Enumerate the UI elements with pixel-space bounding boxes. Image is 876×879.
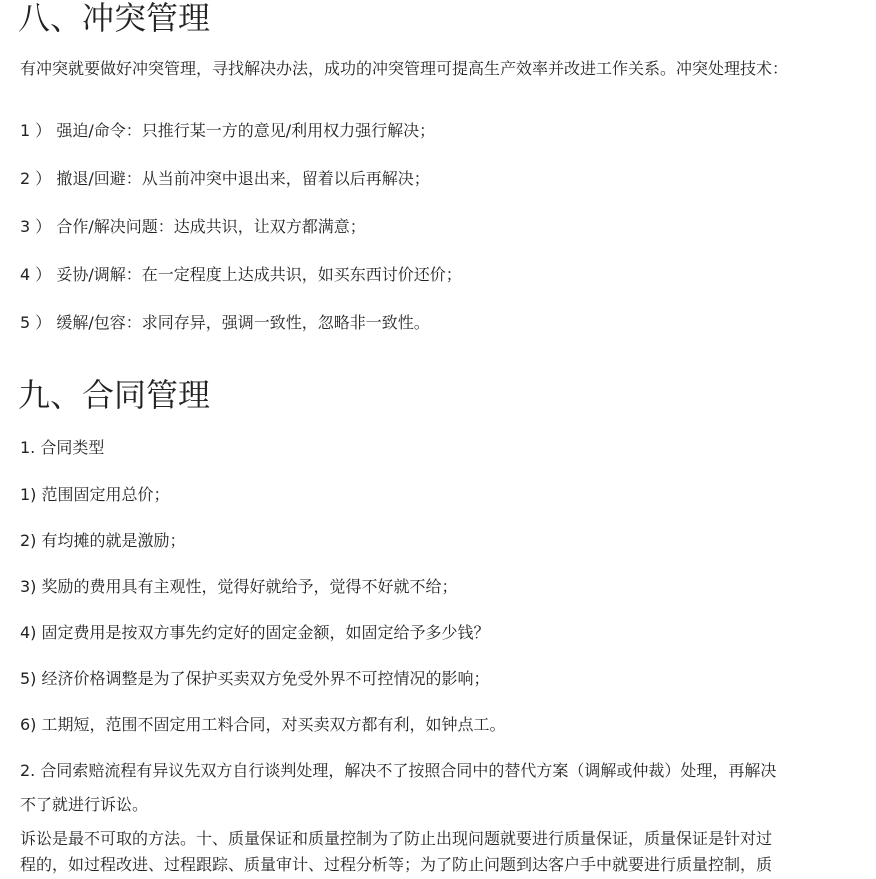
- claims-process-line: 不了就进行诉讼。: [20, 795, 149, 814]
- contract-type-item: 6) 工期短，范围不固定用工料合同，对买卖双方都有利，如钟点工。: [20, 715, 506, 734]
- section-9-heading: 九、合同管理: [18, 376, 211, 414]
- conflict-technique-item: 4 ） 妥协/调解：在一定程度上达成共识，如买东西讨价还价；: [20, 265, 462, 284]
- contract-type-item: 4) 固定费用是按双方事先约定好的固定金额，如固定给予多少钱？: [20, 623, 490, 642]
- conflict-technique-item: 5 ） 缓解/包容：求同存异，强调一致性，忽略非一致性。: [20, 313, 430, 332]
- section-8-heading: 八、冲突管理: [18, 0, 211, 37]
- section-8-intro: 有冲突就要做好冲突管理，寻找解决办法，成功的冲突管理可提高生产效率并改进工作关系。冲突处理技术：: [20, 59, 789, 78]
- claims-process-line: 2. 合同索赔流程有异议先双方自行谈判处理，解决不了按照合同中的替代方案（调解或仲裁）处理，再解决: [20, 761, 777, 780]
- contract-type-item: 3) 奖励的费用具有主观性，觉得好就给予，觉得不好就不给；: [20, 577, 458, 596]
- contract-types-subheading: 1. 合同类型: [20, 438, 105, 457]
- body-paragraph-line: 诉讼是最不可取的方法。十、质量保证和质量控制为了防止出现问题就要进行质量保证，质量保证是针对过: [20, 829, 773, 848]
- body-paragraph-line: 程的，如过程改进、过程跟踪、质量审计、过程分析等；为了防止问题到达客户手中就要进行质量控制，质: [20, 855, 773, 874]
- contract-type-item: 5) 经济价格调整是为了保护买卖双方免受外界不可控情况的影响；: [20, 669, 490, 688]
- contract-type-item: 1) 范围固定用总价；: [20, 485, 170, 504]
- conflict-technique-item: 2 ） 撤退/回避：从当前冲突中退出来，留着以后再解决；: [20, 169, 430, 188]
- conflict-technique-item: 3 ） 合作/解决问题：达成共识，让双方都满意；: [20, 217, 366, 236]
- contract-type-item: 2) 有均摊的就是激励；: [20, 531, 186, 550]
- conflict-technique-item: 1 ） 强迫/命令：只推行某一方的意见/利用权力强行解决；: [20, 121, 436, 140]
